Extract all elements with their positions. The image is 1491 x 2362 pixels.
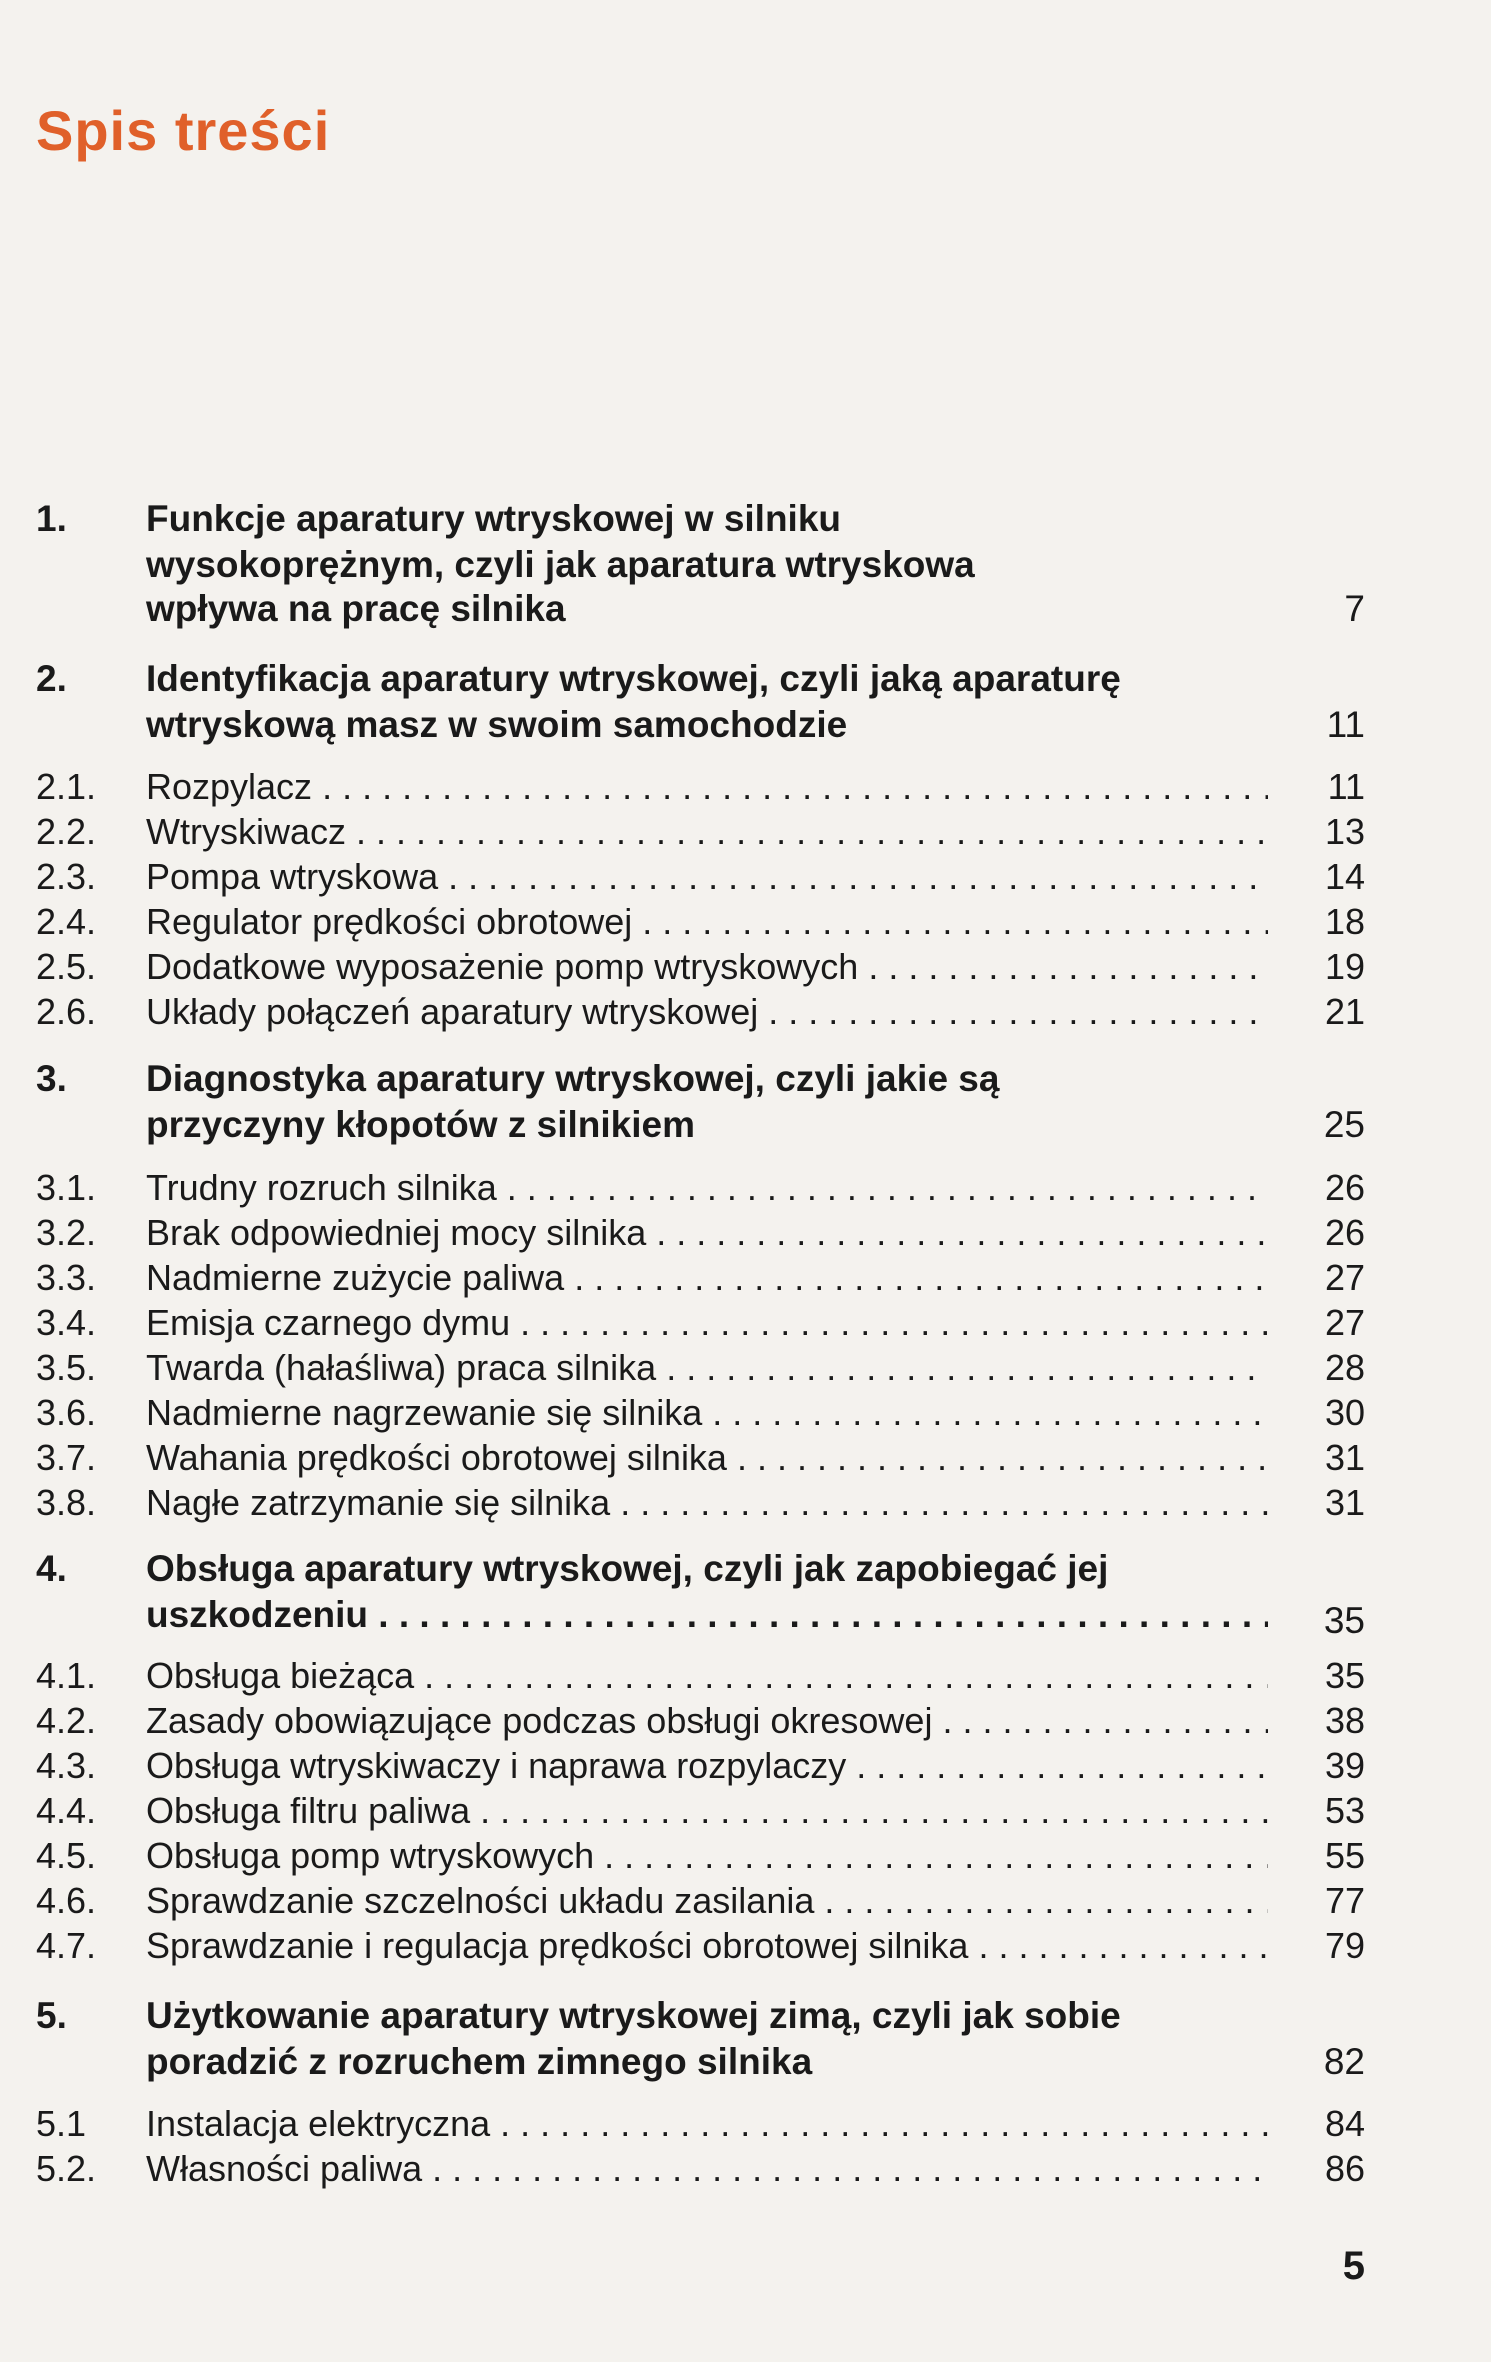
chapter-page-number: 35 — [1323, 1600, 1365, 1641]
section-title: Obsługa filtru paliwa . . . — [146, 1788, 1268, 1834]
section-page-number: 79 — [1324, 1925, 1365, 1966]
section-page-number: 26 — [1324, 1167, 1365, 1208]
section-page-number: 26 — [1324, 1212, 1365, 1253]
section-number: 2.3. — [36, 856, 97, 897]
toc-entry[interactable] — [0, 764, 1491, 810]
chapter-2-line-1[interactable] — [0, 656, 1491, 702]
section-page-number: 55 — [1324, 1835, 1365, 1876]
chapter-number: 2. — [36, 658, 67, 699]
section-title: Wahania prędkości obrotowej silnika . . . — [146, 1435, 1268, 1481]
toc-entry[interactable] — [0, 1698, 1491, 1744]
chapter-title-line: Funkcje aparatury wtryskowej w silniku — [146, 498, 842, 539]
section-number: 2.4. — [36, 901, 97, 942]
section-number: 3.4. — [36, 1302, 97, 1343]
section-page-number: 13 — [1324, 811, 1365, 852]
section-page-number: 27 — [1324, 1257, 1365, 1298]
toc-entry[interactable] — [0, 1480, 1491, 1526]
section-title: Sprawdzanie szczelności układu zasilania . . . — [146, 1878, 1268, 1924]
section-title: Nagłe zatrzymanie się silnika . . . — [146, 1480, 1268, 1526]
section-title: Rozpylacz . . . — [146, 764, 1268, 810]
chapter-number: 5. — [36, 1995, 67, 2036]
section-title: Dodatkowe wyposażenie pomp wtryskowych . . . — [146, 944, 1268, 990]
chapter-title-line: Identyfikacja aparatury wtryskowej, czyli jaką aparaturę — [146, 658, 1121, 699]
toc-entry[interactable] — [0, 1255, 1491, 1301]
section-title: Twarda (hałaśliwa) praca silnika . . . — [146, 1345, 1268, 1391]
section-number: 2.5. — [36, 946, 97, 987]
toc-entry[interactable] — [0, 1435, 1491, 1481]
chapter-number: 4. — [36, 1548, 67, 1589]
toc-entry[interactable] — [0, 2101, 1491, 2147]
section-number: 4.2. — [36, 1700, 97, 1741]
page-title: Spis treści — [36, 99, 331, 162]
section-number: 3.5. — [36, 1347, 97, 1388]
toc-entry[interactable] — [0, 1653, 1491, 1699]
section-number: 3.7. — [36, 1437, 97, 1478]
section-title: Zasady obowiązujące podczas obsługi okresowej . . . — [146, 1698, 1268, 1744]
section-title: Sprawdzanie i regulacja prędkości obrotowej silnika . . . — [146, 1923, 1268, 1969]
toc-entry[interactable] — [0, 944, 1491, 990]
section-page-number: 19 — [1324, 946, 1365, 987]
section-page-number: 39 — [1324, 1745, 1365, 1786]
chapter-title-line: uszkodzeniu . . . — [146, 1592, 1268, 1638]
section-title: Nadmierne zużycie paliwa . . . — [146, 1255, 1268, 1301]
section-number: 4.3. — [36, 1745, 97, 1786]
section-title: Brak odpowiedniej mocy silnika . . . — [146, 1210, 1268, 1256]
section-number: 3.6. — [36, 1392, 97, 1433]
section-page-number: 11 — [1327, 766, 1365, 807]
section-title: Instalacja elektryczna . . . — [146, 2101, 1268, 2147]
toc-entry[interactable] — [0, 1390, 1491, 1436]
toc-entry[interactable] — [0, 1923, 1491, 1969]
page-number: 5 — [1342, 2244, 1365, 2288]
chapter-title-line: Obsługa aparatury wtryskowej, czyli jak zapobiegać jej — [146, 1548, 1109, 1589]
section-number: 2.2. — [36, 811, 97, 852]
chapter-page-number: 7 — [1344, 588, 1365, 629]
toc-entry[interactable] — [0, 1743, 1491, 1789]
section-number: 4.5. — [36, 1835, 97, 1876]
section-title: Wtryskiwacz . . . — [146, 809, 1268, 855]
section-title: Obsługa bieżąca . . . — [146, 1653, 1268, 1699]
toc-entry[interactable] — [0, 809, 1491, 855]
section-number: 4.6. — [36, 1880, 97, 1921]
chapter-title-line: wysokoprężnym, czyli jak aparatura wtryskowa — [146, 544, 975, 585]
chapter-page-number: 11 — [1326, 704, 1365, 745]
section-page-number: 84 — [1324, 2103, 1365, 2144]
chapter-5-line-2 — [0, 2039, 1491, 2085]
section-page-number: 30 — [1324, 1392, 1365, 1433]
toc-entry[interactable] — [0, 899, 1491, 945]
chapter-3-line-2 — [0, 1102, 1491, 1148]
chapter-title-line: poradzić z rozruchem zimnego silnika — [146, 2041, 813, 2082]
section-title: Obsługa pomp wtryskowych . . . — [146, 1833, 1268, 1879]
section-number: 3.8. — [36, 1482, 97, 1523]
toc-entry[interactable] — [0, 1300, 1491, 1346]
toc-entry[interactable] — [0, 989, 1491, 1035]
chapter-3-line-1[interactable] — [0, 1056, 1491, 1102]
chapter-1-line-3 — [0, 586, 1491, 632]
section-number: 4.4. — [36, 1790, 97, 1831]
section-number: 4.1. — [36, 1655, 97, 1696]
section-number: 3.2. — [36, 1212, 97, 1253]
chapter-4-line-1[interactable] — [0, 1546, 1491, 1592]
section-page-number: 86 — [1324, 2148, 1365, 2189]
section-page-number: 28 — [1324, 1347, 1365, 1388]
chapter-5-line-1[interactable] — [0, 1993, 1491, 2039]
section-title: Obsługa wtryskiwaczy i naprawa rozpylaczy . . . — [146, 1743, 1268, 1789]
section-title: Trudny rozruch silnika . . . — [146, 1165, 1268, 1211]
toc-entry[interactable] — [0, 1878, 1491, 1924]
section-title: Własności paliwa . . . — [146, 2146, 1268, 2192]
section-page-number: 38 — [1324, 1700, 1365, 1741]
toc-entry[interactable] — [0, 1165, 1491, 1211]
chapter-1-line-1[interactable] — [0, 496, 1491, 542]
chapter-title-line: wtryskową masz w swoim samochodzie — [146, 704, 848, 745]
toc-entry[interactable] — [0, 2146, 1491, 2192]
section-page-number: 27 — [1324, 1302, 1365, 1343]
section-number: 2.6. — [36, 991, 97, 1032]
section-page-number: 53 — [1324, 1790, 1365, 1831]
chapter-title-line: wpływa na pracę silnika — [146, 588, 566, 629]
section-page-number: 35 — [1324, 1655, 1365, 1696]
toc-entry[interactable] — [0, 1788, 1491, 1834]
toc-entry[interactable] — [0, 1345, 1491, 1391]
chapter-2-line-2 — [0, 702, 1491, 748]
chapter-title-line: Użytkowanie aparatury wtryskowej zimą, czyli jak sobie — [146, 1995, 1121, 2036]
chapter-number: 3. — [36, 1058, 67, 1099]
chapter-page-number: 82 — [1323, 2041, 1365, 2082]
section-title: Regulator prędkości obrotowej . . . — [146, 899, 1268, 945]
section-title: Układy połączeń aparatury wtryskowej . . . — [146, 989, 1268, 1035]
section-page-number: 21 — [1324, 991, 1365, 1032]
section-page-number: 31 — [1324, 1437, 1365, 1478]
toc-entry[interactable] — [0, 1210, 1491, 1256]
section-title: Pompa wtryskowa . . . — [146, 854, 1268, 900]
section-number: 4.7. — [36, 1925, 97, 1966]
toc-entry[interactable] — [0, 854, 1491, 900]
chapter-number: 1. — [36, 498, 67, 539]
section-title: Emisja czarnego dymu . . . — [146, 1300, 1268, 1346]
section-number: 3.3. — [36, 1257, 97, 1298]
section-page-number: 31 — [1324, 1482, 1365, 1523]
chapter-page-number: 25 — [1323, 1104, 1365, 1145]
section-number: 5.2. — [36, 2148, 97, 2189]
toc-entry[interactable] — [0, 1833, 1491, 1879]
section-number: 2.1. — [36, 766, 97, 807]
chapter-title-line: przyczyny kłopotów z silnikiem — [146, 1104, 695, 1145]
section-number: 5.1 — [36, 2103, 87, 2144]
section-number: 3.1. — [36, 1167, 97, 1208]
section-title: Nadmierne nagrzewanie się silnika . . . — [146, 1390, 1268, 1436]
section-page-number: 77 — [1324, 1880, 1365, 1921]
section-page-number: 14 — [1324, 856, 1365, 897]
chapter-1-line-2 — [0, 542, 1491, 588]
section-page-number: 18 — [1324, 901, 1365, 942]
chapter-4-line-2 — [0, 1592, 1491, 1641]
chapter-title-line: Diagnostyka aparatury wtryskowej, czyli jakie są — [146, 1058, 1000, 1099]
